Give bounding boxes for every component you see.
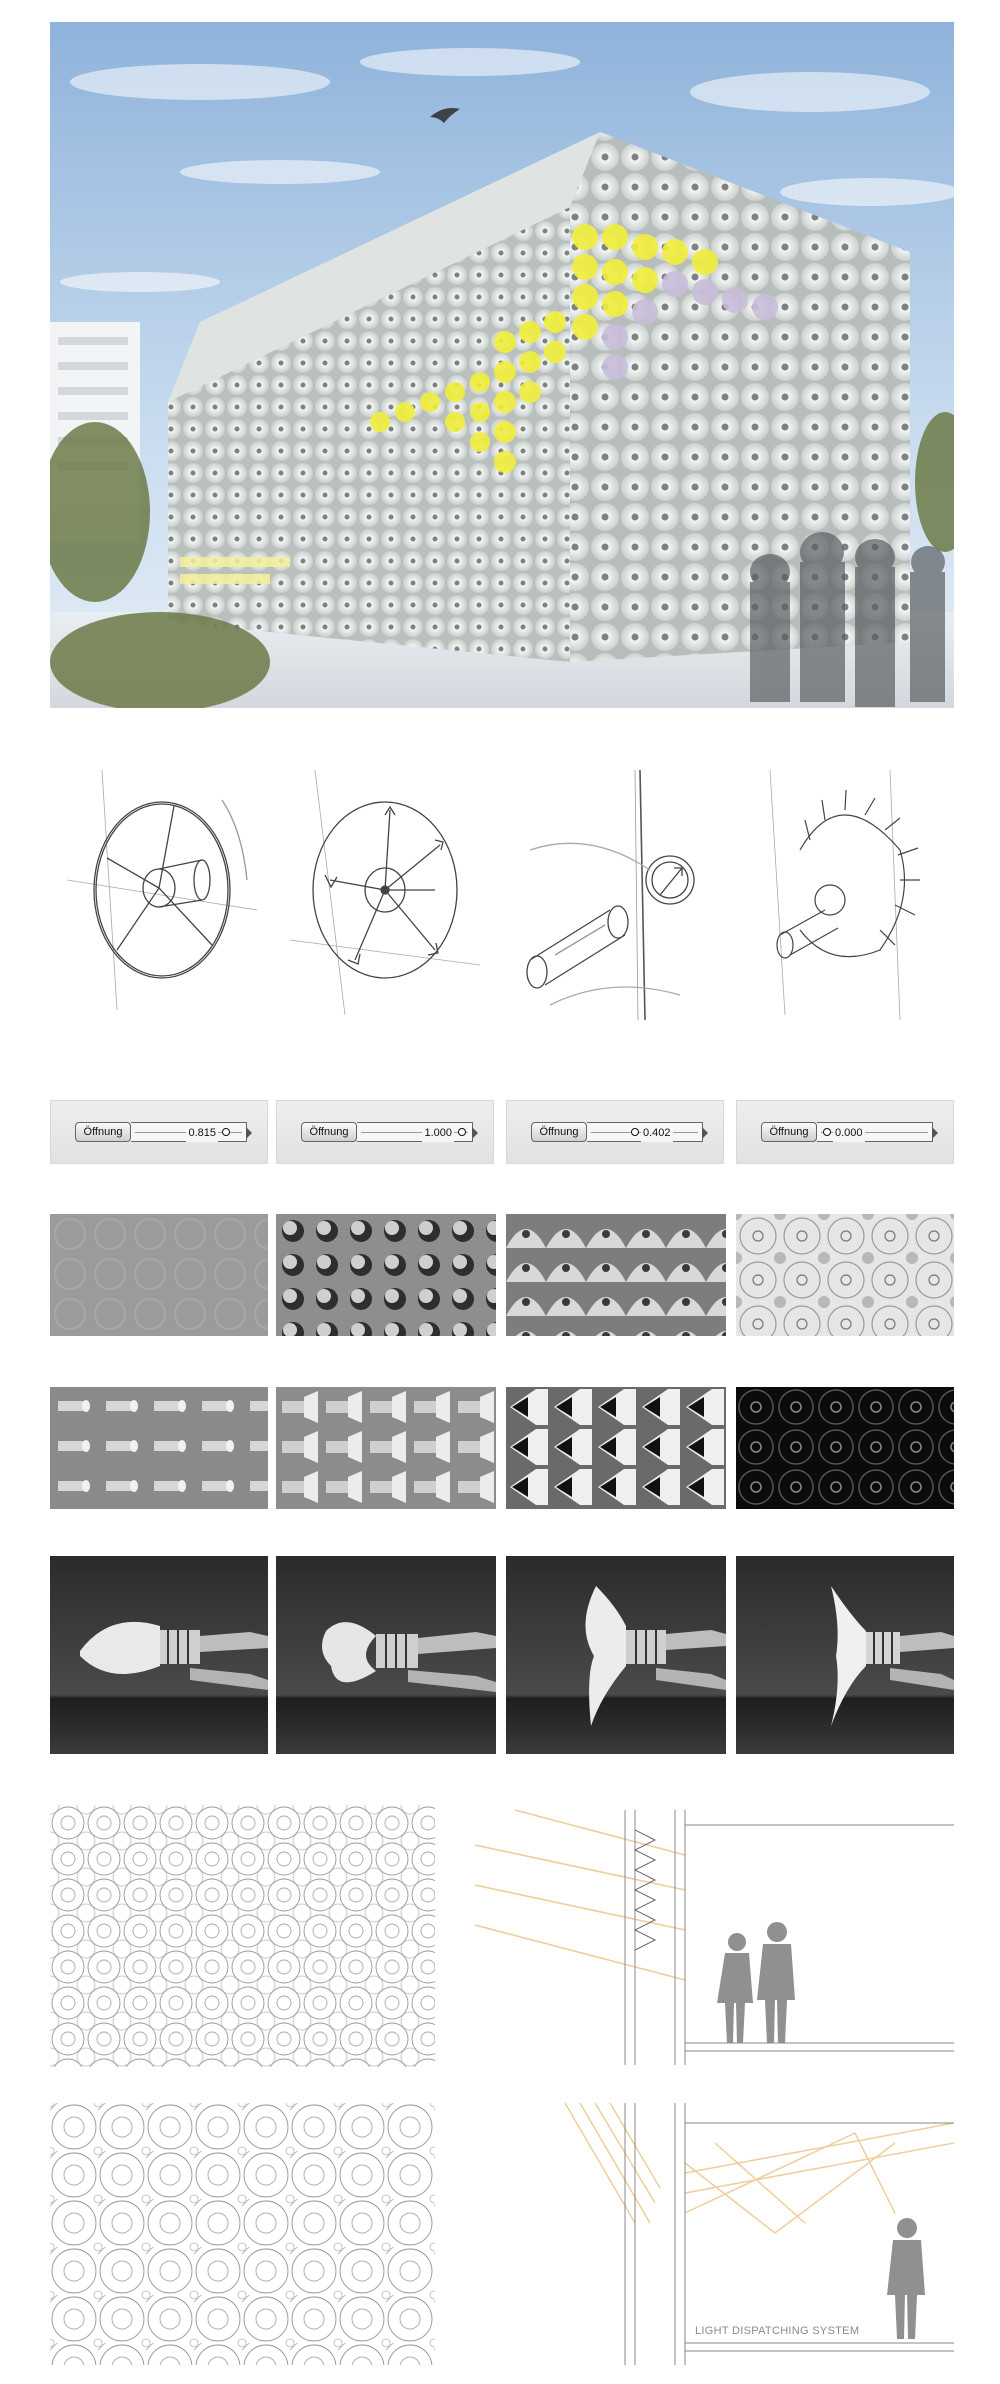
slider-end-arrow-icon xyxy=(702,1127,708,1139)
slider-knob[interactable] xyxy=(631,1128,639,1136)
pattern-render-holes xyxy=(276,1214,496,1336)
slider-label: Öffnung xyxy=(301,1122,357,1142)
opening-slider[interactable] xyxy=(587,1122,703,1142)
tube-render-closed xyxy=(50,1387,268,1509)
slider-end-arrow-icon xyxy=(246,1127,252,1139)
slider-knob[interactable] xyxy=(823,1128,831,1136)
prototype-photo-2 xyxy=(276,1556,496,1754)
prototype-photo-3 xyxy=(506,1556,726,1754)
section-caption: LIGHT DISPATCHING SYSTEM xyxy=(695,2325,860,2337)
pattern-render-flat xyxy=(50,1214,268,1336)
section-drawing-2 xyxy=(475,2103,954,2368)
slider-knob[interactable] xyxy=(458,1128,466,1136)
slider-value: 0.402 xyxy=(641,1124,673,1142)
tube-render-half xyxy=(276,1387,496,1509)
slider-cell-2 xyxy=(276,1100,494,1164)
pattern-render-waves xyxy=(506,1214,726,1336)
slider-end-arrow-icon xyxy=(472,1127,478,1139)
slider-cell-1 xyxy=(50,1100,268,1164)
slider-end-arrow-icon xyxy=(932,1127,938,1139)
prototype-photo-1 xyxy=(50,1556,268,1754)
slider-knob[interactable] xyxy=(222,1128,230,1136)
facade-render xyxy=(50,22,954,708)
slider-cell-3 xyxy=(506,1100,724,1164)
pattern-render-line xyxy=(736,1214,954,1336)
sketch-funnel-open xyxy=(740,760,940,1030)
slider-label: Öffnung xyxy=(761,1122,817,1142)
slider-cell-4 xyxy=(736,1100,954,1164)
slider-value: 0.815 xyxy=(186,1124,218,1142)
opening-slider[interactable] xyxy=(817,1122,933,1142)
slider-label: Öffnung xyxy=(531,1122,587,1142)
elevation-pattern-open xyxy=(50,2103,435,2365)
tube-render-dark xyxy=(736,1387,954,1509)
elevation-pattern-closed xyxy=(50,1805,435,2067)
opening-slider[interactable] xyxy=(357,1122,473,1142)
prototype-photo-4 xyxy=(736,1556,954,1754)
section-drawing-1 xyxy=(475,1805,954,2070)
slider-label: Öffnung xyxy=(75,1122,131,1142)
slider-value: 0.000 xyxy=(833,1124,865,1142)
slider-value: 1.000 xyxy=(422,1124,454,1142)
sketch-disc-closed xyxy=(62,760,262,1030)
opening-slider[interactable] xyxy=(131,1122,247,1142)
sketch-tube-exploded xyxy=(510,760,710,1030)
sketch-disc-arrows xyxy=(285,760,485,1030)
tube-render-open xyxy=(506,1387,726,1509)
